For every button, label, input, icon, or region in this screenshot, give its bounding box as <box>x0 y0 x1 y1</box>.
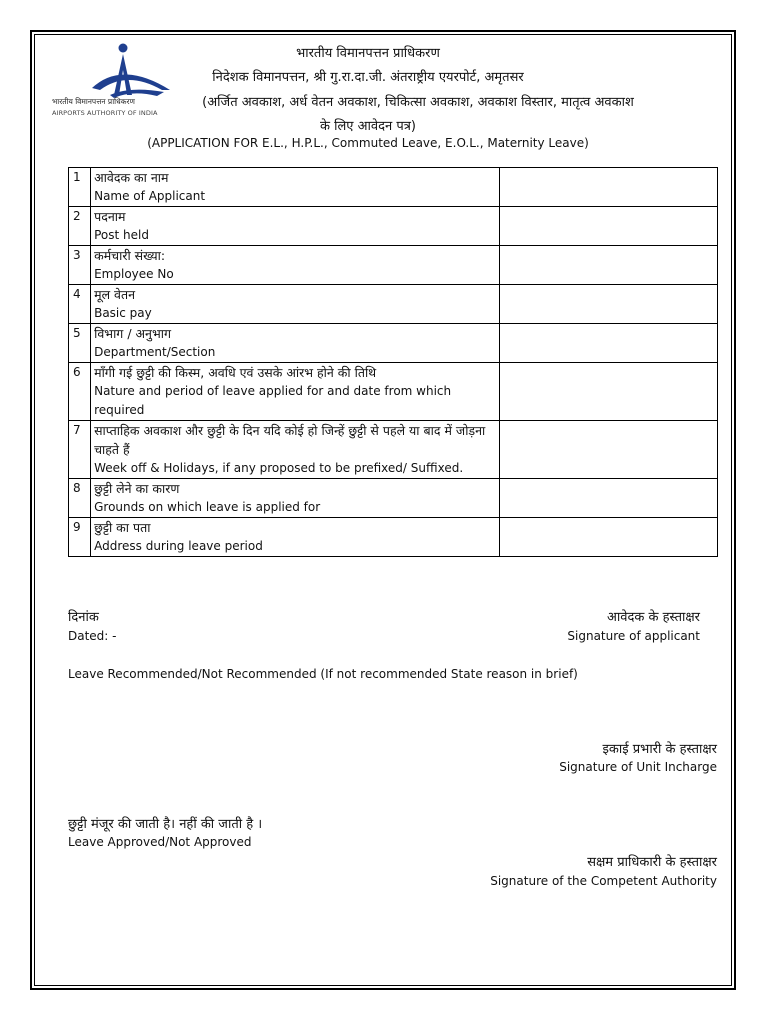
row-number: 9 <box>69 518 91 557</box>
row-label-hindi: मूल वेतन <box>94 287 136 302</box>
row-number: 8 <box>69 479 91 518</box>
header-line-3: (अर्जित अवकाश, अर्ध वेतन अवकाश, चिकित्सा अवकाश, अवकाश विस्तार, मातृत्व अवकाश <box>202 95 634 110</box>
header-subtitle: (APPLICATION FOR E.L., H.P.L., Commuted Leave, E.O.L., Maternity Leave) <box>147 136 589 150</box>
form-row <box>69 421 718 479</box>
row-label-hindi: छुट्टी लेने का कारण <box>94 481 180 496</box>
unit-incharge-signature-label: Signature of Unit Incharge <box>559 760 717 774</box>
logo-hindi-text: भारतीय विमानपत्तन प्राधिकरण <box>52 97 135 106</box>
row-label-hindi: कर्मचारी संख्या: <box>94 248 166 263</box>
form-row <box>69 324 718 363</box>
form-row <box>69 168 718 207</box>
row-label <box>91 518 500 557</box>
row-value-field[interactable] <box>499 363 717 421</box>
row-label-english: Address during leave period <box>94 539 263 553</box>
row-label <box>91 207 500 246</box>
row-value-field[interactable] <box>499 479 717 518</box>
row-label-hindi: छुट्टी का पता <box>94 520 151 535</box>
row-number: 2 <box>69 207 91 246</box>
row-label-english: Post held <box>94 228 149 242</box>
logo-english-text: AIRPORTS AUTHORITY OF INDIA <box>52 109 158 117</box>
form-row <box>69 207 718 246</box>
row-number: 4 <box>69 285 91 324</box>
date-label-hindi: दिनांक <box>68 610 99 625</box>
applicant-signature-label: Signature of applicant <box>567 629 700 643</box>
date-label: Dated: - <box>68 629 117 643</box>
row-label <box>91 324 500 363</box>
header-line-4: के लिए आवेदन पत्र) <box>319 119 416 134</box>
row-label-english: Employee No <box>94 267 174 281</box>
header-line-2: निदेशक विमानपत्तन, श्री गु.रा.दा.जी. अंतराष्ट्रीय एयरपोर्ट, अमृतसर <box>212 70 524 85</box>
row-number: 5 <box>69 324 91 363</box>
competent-authority-signature-hindi: सक्षम प्राधिकारी के हस्ताक्षर <box>587 855 717 870</box>
applicant-signature-hindi: आवेदक के हस्ताक्षर <box>606 610 700 625</box>
row-label-hindi: आवेदक का नाम <box>94 170 169 185</box>
application-form-table <box>68 167 718 557</box>
row-value-field[interactable] <box>499 324 717 363</box>
row-label <box>91 479 500 518</box>
row-value-field[interactable] <box>499 168 717 207</box>
row-number: 7 <box>69 421 91 479</box>
row-value-field[interactable] <box>499 285 717 324</box>
competent-authority-signature-label: Signature of the Competent Authority <box>490 874 717 888</box>
row-number: 1 <box>69 168 91 207</box>
row-label-english: Grounds on which leave is applied for <box>94 500 321 514</box>
row-label <box>91 285 500 324</box>
row-value-field[interactable] <box>499 421 717 479</box>
row-value-field[interactable] <box>499 246 717 285</box>
row-label-hindi: विभाग / अनुभाग <box>94 326 172 341</box>
row-label-english: Department/Section <box>94 345 216 359</box>
row-label-hindi: माँगी गई छुट्टी की किस्म, अवधि एवं उसके आंरभ होने की तिथि <box>94 365 377 380</box>
row-label-hindi: पदनाम <box>94 209 126 224</box>
row-label-english: Basic pay <box>94 306 152 320</box>
approval-text-hindi: छुट्टी मंजूर की जाती है। नहीं की जाती है । <box>68 817 263 832</box>
form-row <box>69 246 718 285</box>
header-line-1: भारतीय विमानपत्तन प्राधिकरण <box>296 46 440 61</box>
row-value-field[interactable] <box>499 207 717 246</box>
row-label-english: Week off & Holidays, if any proposed to be prefixed/ Suffixed. <box>94 461 464 475</box>
form-row <box>69 479 718 518</box>
form-row <box>69 363 718 421</box>
recommendation-text: Leave Recommended/Not Recommended (If not recommended State reason in brief) <box>68 667 578 681</box>
row-number: 6 <box>69 363 91 421</box>
unit-incharge-signature-hindi: इकाई प्रभारी के हस्ताक्षर <box>602 742 717 757</box>
row-value-field[interactable] <box>499 518 717 557</box>
row-label <box>91 168 500 207</box>
form-row <box>69 285 718 324</box>
row-label-english: Name of Applicant <box>94 189 206 203</box>
row-label-english: required <box>94 403 145 417</box>
row-label-english: Nature and period of leave applied for and date from which <box>94 384 452 398</box>
approval-text: Leave Approved/Not Approved <box>68 835 252 849</box>
form-row <box>69 518 718 557</box>
row-label <box>91 246 500 285</box>
row-label <box>91 421 500 479</box>
row-label <box>91 363 500 421</box>
row-number: 3 <box>69 246 91 285</box>
row-label-hindi: साप्ताहिक अवकाश और छुट्टी के दिन यदि कोई हो जिन्हें छुट्टी से पहले या बाद में जोड़ना चाहते हैं <box>94 423 486 457</box>
